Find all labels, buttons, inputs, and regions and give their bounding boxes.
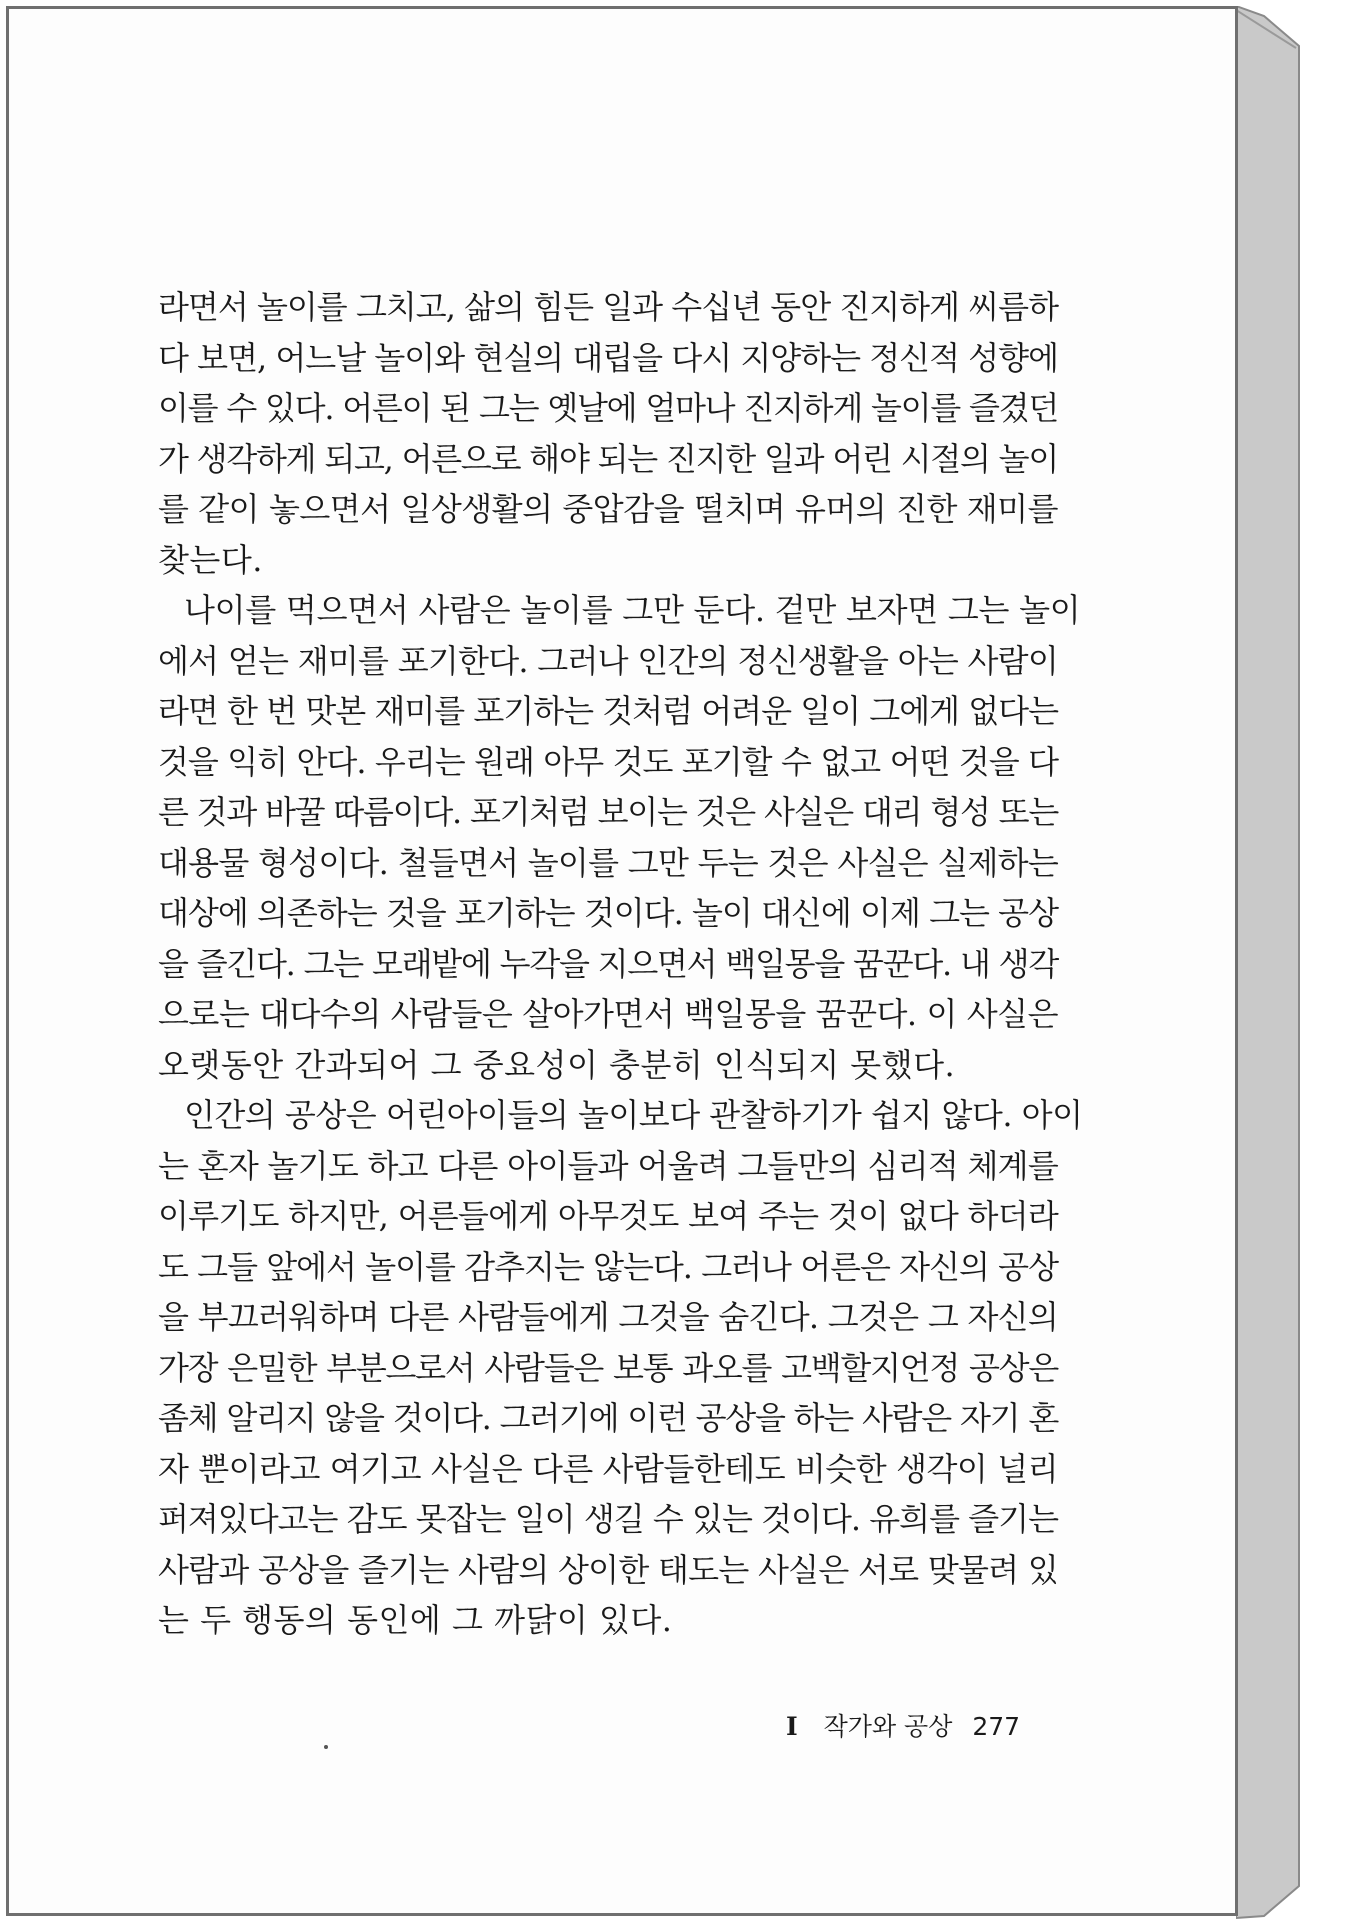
part-number: I [786,1712,798,1741]
text-line: 는 혼자 놀기도 하고 다른 아이들과 어울려 그들만의 심리적 체계를 [158,1146,1058,1185]
text-line: 나이를 먹으면서 사람은 놀이를 그만 둔다. 겉만 보자면 그는 놀이 [184,591,1081,629]
text-line: 대상에 의존하는 것을 포기하는 것이다. 놀이 대신에 이제 그는 공상 [158,894,1058,932]
scan-speck [324,1745,328,1749]
running-footer [786,1707,1020,1743]
text-line: 른 것과 바꿀 따름이다. 포기처럼 보이는 것은 사실은 대리 형성 또는 [158,793,1058,831]
text-line: 사람과 공상을 즐기는 사람의 상이한 태도는 사실은 서로 맞물려 있 [158,1550,1058,1589]
text-line: 오랫동안 간과되어 그 중요성이 충분히 인식되지 못했다. [158,1045,956,1084]
book-edge [1236,6,1365,1926]
text-line: 다 보면, 어느날 놀이와 현실의 대립을 다시 지양하는 정신적 성향에 [158,338,1058,377]
text-line: 대용물 형성이다. 철들면서 놀이를 그만 두는 것은 사실은 실제하는 [158,843,1058,882]
text-line: 인간의 공상은 어린아이들의 놀이보다 관찰하기가 쉽지 않다. 아이 [184,1096,1083,1134]
text-line: 는 두 행동의 동인에 그 까닭이 있다. [158,1601,673,1639]
text-line: 좀체 알리지 않을 것이다. 그러기에 이런 공상을 하는 사람은 자기 혼 [158,1399,1058,1437]
text-line: 라면 한 번 맛본 재미를 포기하는 것처럼 어려운 일이 그에게 없다는 [158,692,1058,730]
text-line: 도 그들 앞에서 놀이를 감추지는 않는다. 그러나 어른은 자신의 공상 [158,1247,1058,1286]
body-text [158,282,1083,1646]
chapter-title: 작가와 공상 [823,1712,953,1741]
text-line: 퍼져있다고는 감도 못잡는 일이 생길 수 있는 것이다. 유희를 즐기는 [158,1500,1058,1538]
text-line: 를 같이 놓으면서 일상생활의 중압감을 떨치며 유머의 진한 재미를 [158,490,1058,528]
text-line: 가장 은밀한 부분으로서 사람들은 보통 과오를 고백할지언정 공상은 [158,1348,1058,1387]
text-line: 이루기도 하지만, 어른들에게 아무것도 보여 주는 것이 없다 하더라 [158,1197,1058,1235]
text-line: 을 부끄러워하며 다른 사람들에게 그것을 숨긴다. 그것은 그 자신의 [158,1298,1058,1336]
text-line: 찾는다. [158,540,263,579]
text-line: 에서 얻는 재미를 포기한다. 그러나 인간의 정신생활을 아는 사람이 [158,641,1058,680]
text-line: 가 생각하게 되고, 어른으로 해야 되는 진지한 일과 어린 시절의 놀이 [158,439,1058,478]
text-line: 라면서 놀이를 그치고, 삶의 힘든 일과 수십년 동안 진지하게 씨름하 [158,288,1058,326]
text-line: 으로는 대다수의 사람들은 살아가면서 백일몽을 꿈꾼다. 이 사실은 [158,995,1058,1033]
text-line: 이를 수 있다. 어른이 된 그는 옛날에 얼마나 진지하게 놀이를 즐겼던 [158,389,1058,427]
text-line: 것을 익히 안다. 우리는 원래 아무 것도 포기할 수 없고 어떤 것을 다 [158,742,1058,781]
page-number: 277 [972,1712,1021,1741]
text-line: 자 뿐이라고 여기고 사실은 다른 사람들한테도 비슷한 생각이 널리 [158,1449,1058,1488]
text-line: 을 즐긴다. 그는 모래밭에 누각을 지으면서 백일몽을 꿈꾼다. 내 생각 [158,944,1058,983]
